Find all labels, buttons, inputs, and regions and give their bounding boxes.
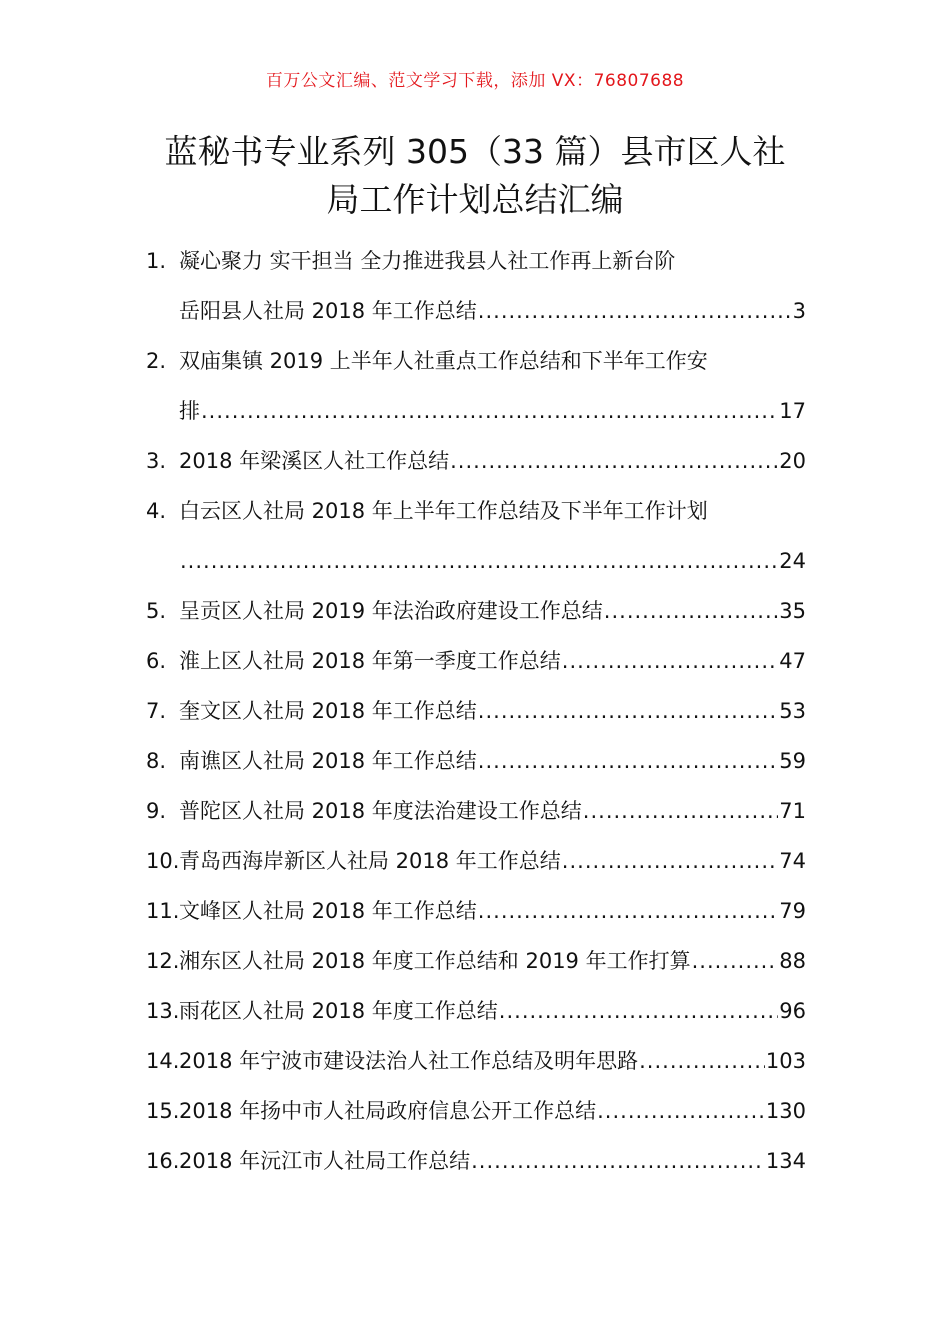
toc-leader-dots (562, 836, 778, 886)
toc-leader-dots (562, 636, 778, 686)
toc-leader-dots (450, 436, 778, 486)
toc-page-number: 74 (779, 849, 806, 873)
toc-item-title: 湘东区人社局 2018 年度工作总结和 2019 年工作打算 (179, 949, 691, 973)
toc-item[interactable] (146, 486, 806, 586)
toc-item[interactable] (146, 836, 806, 886)
toc-page-number: 47 (779, 649, 806, 673)
toc-item-number: 14. (146, 1049, 180, 1073)
toc-item-number: 15. (146, 1099, 180, 1123)
title-line-1: 蓝秘书专业系列 305（33 篇）县市区人社 (164, 132, 786, 171)
toc-item[interactable] (146, 1036, 806, 1086)
toc-page-number: 17 (779, 399, 806, 423)
toc-leader-dots (499, 986, 778, 1036)
toc-item-number: 9. (146, 799, 167, 823)
toc-page-number: 59 (779, 749, 806, 773)
toc-item[interactable] (146, 1086, 806, 1136)
document-title (120, 128, 830, 224)
toc-page-number: 24 (779, 549, 806, 573)
toc-page-number: 53 (779, 699, 806, 723)
toc-leader-dots (639, 1036, 765, 1086)
toc-leader-dots (583, 786, 778, 836)
toc-leader-dots (478, 686, 778, 736)
toc-item-title: 排 (179, 399, 200, 423)
toc-item-number: 1. (146, 249, 167, 273)
toc-leader-dots (478, 286, 792, 336)
toc-leader-dots (478, 886, 778, 936)
toc-item-number: 13. (146, 999, 180, 1023)
toc-item[interactable] (146, 336, 806, 436)
toc-page-number: 130 (765, 1099, 806, 1123)
toc-item-number: 3. (146, 449, 167, 473)
toc-leader-dots (471, 1136, 765, 1186)
toc-leader-dots (201, 386, 778, 436)
toc-item-title: 2018 年梁溪区人社工作总结 (179, 449, 450, 473)
toc-item-title: 淮上区人社局 2018 年第一季度工作总结 (179, 649, 561, 673)
title-line-2: 局工作计划总结汇编 (326, 180, 624, 219)
toc-item[interactable] (146, 586, 806, 636)
toc-leader-dots (478, 736, 778, 786)
toc-item-title: 岳阳县人社局 2018 年工作总结 (179, 299, 477, 323)
toc-item-title-first-line: 凝心聚力 实干担当 全力推进我县人社工作再上新台阶 (179, 249, 676, 273)
toc-item[interactable] (146, 1136, 806, 1186)
toc-item-title: 2018 年沅江市人社局工作总结 (179, 1149, 471, 1173)
toc-item[interactable] (146, 436, 806, 486)
toc-item-number: 5. (146, 599, 167, 623)
toc-page-number: 79 (779, 899, 806, 923)
toc-item-number: 7. (146, 699, 167, 723)
toc-item-number: 6. (146, 649, 167, 673)
toc-item-number: 2. (146, 349, 167, 373)
toc-page-number: 103 (765, 1049, 806, 1073)
toc-item[interactable] (146, 786, 806, 836)
toc-item[interactable] (146, 736, 806, 786)
toc-item-title: 普陀区人社局 2018 年度法治建设工作总结 (179, 799, 582, 823)
toc-item[interactable] (146, 636, 806, 686)
toc-item-title: 雨花区人社局 2018 年度工作总结 (179, 999, 498, 1023)
toc-page-number: 88 (779, 949, 806, 973)
toc-item-title: 青岛西海岸新区人社局 2018 年工作总结 (179, 849, 561, 873)
toc-item[interactable] (146, 686, 806, 736)
toc-page-number: 134 (765, 1149, 806, 1173)
toc-page-number: 3 (792, 299, 806, 323)
toc-page-number: 71 (779, 799, 806, 823)
toc-item-title: 2018 年扬中市人社局政府信息公开工作总结 (179, 1099, 597, 1123)
toc-page-number: 20 (779, 449, 806, 473)
toc-leader-dots (692, 936, 779, 986)
toc-item-number: 8. (146, 749, 167, 773)
table-of-contents (146, 236, 806, 1186)
toc-leader-dots (180, 536, 778, 586)
toc-item-title: 2018 年宁波市建设法治人社工作总结及明年思路 (179, 1049, 639, 1073)
toc-leader-dots (604, 586, 778, 636)
toc-item[interactable] (146, 936, 806, 986)
promo-header: 百万公文汇编、范文学习下载，添加 VX：76807688 (265, 71, 685, 91)
toc-page-number: 35 (779, 599, 806, 623)
toc-item[interactable] (146, 236, 806, 336)
toc-item[interactable] (146, 886, 806, 936)
toc-item-title: 呈贡区人社局 2019 年法治政府建设工作总结 (179, 599, 603, 623)
toc-page-number: 96 (779, 999, 806, 1023)
toc-item-number: 11. (146, 899, 180, 923)
toc-item-number: 10. (146, 849, 180, 873)
toc-item-number: 12. (146, 949, 180, 973)
toc-item-title-first-line: 双庙集镇 2019 上半年人社重点工作总结和下半年工作安 (179, 349, 708, 373)
toc-item-title: 文峰区人社局 2018 年工作总结 (179, 899, 477, 923)
toc-item-title-first-line: 白云区人社局 2018 年上半年工作总结及下半年工作计划 (179, 499, 708, 523)
toc-item[interactable] (146, 986, 806, 1036)
toc-item-title: 南谯区人社局 2018 年工作总结 (179, 749, 477, 773)
toc-item-title: 奎文区人社局 2018 年工作总结 (179, 699, 477, 723)
toc-item-number: 4. (146, 499, 167, 523)
toc-leader-dots (597, 1086, 765, 1136)
toc-item-number: 16. (146, 1149, 180, 1173)
